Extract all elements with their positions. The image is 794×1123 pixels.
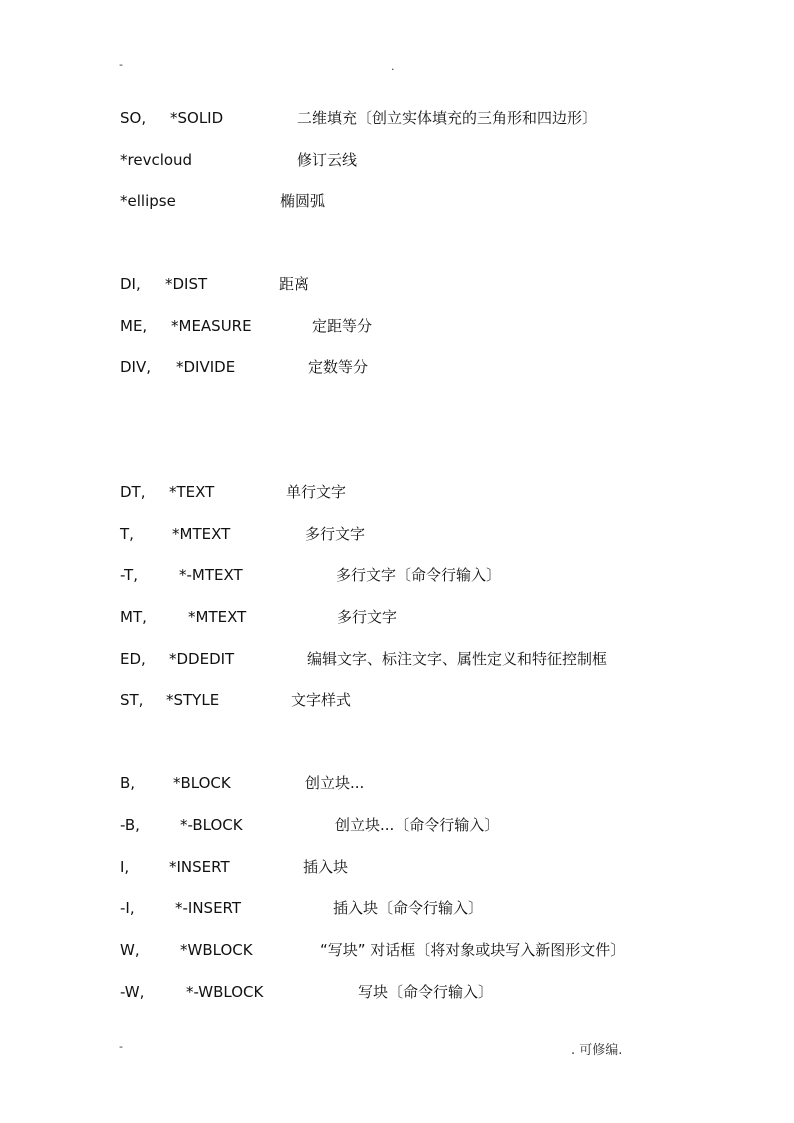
command-row: [0, 938, 794, 962]
command-text: *DDEDIT: [169, 650, 235, 668]
description-text: 创立块...: [305, 774, 365, 792]
command-row: [0, 980, 794, 1004]
description-text: 距离: [279, 275, 310, 293]
alias-text: B,: [120, 774, 136, 792]
command-text: *MTEXT: [188, 608, 247, 626]
header-left-mark: -: [119, 58, 123, 71]
alias-text: -B,: [120, 816, 140, 834]
command-text: *DIVIDE: [176, 358, 236, 376]
alias-text: ST,: [120, 691, 144, 709]
alias-text: -T,: [120, 566, 138, 584]
command-row: [0, 855, 794, 879]
command-row: [0, 106, 794, 130]
description-text: 多行文字: [337, 608, 398, 626]
description-text: 二维填充〔创立实体填充的三角形和四边形〕: [297, 109, 598, 127]
command-row: [0, 896, 794, 920]
description-text: 定数等分: [308, 358, 369, 376]
description-text: 单行文字: [286, 483, 347, 501]
description-text: 编辑文字、标注文字、属性定义和特征控制框: [307, 650, 608, 668]
alias-text: DT,: [120, 483, 146, 501]
alias-text: T,: [120, 525, 134, 543]
header-center-mark: .: [391, 60, 395, 73]
command-row: [0, 480, 794, 504]
description-text: 多行文字: [305, 525, 366, 543]
description-text: 椭圆弧: [280, 192, 326, 210]
description-text: 插入块〔命令行输入〕: [333, 899, 484, 917]
description-text: 写块〔命令行输入〕: [358, 983, 494, 1001]
alias-text: ME,: [120, 317, 148, 335]
alias-text: -W,: [120, 983, 145, 1001]
command-text: *DIST: [165, 275, 208, 293]
description-text: 修订云线: [297, 151, 358, 169]
command-text: *STYLE: [166, 691, 220, 709]
command-text: *INSERT: [169, 858, 230, 876]
command-row: [0, 148, 794, 172]
description-text: 创立块...〔命令行输入〕: [335, 816, 500, 834]
command-row: [0, 563, 794, 587]
command-row: [0, 272, 794, 296]
alias-text: W,: [120, 941, 140, 959]
command-text: *revcloud: [120, 151, 193, 169]
command-text: *-MTEXT: [179, 566, 243, 584]
command-text: *SOLID: [170, 109, 224, 127]
command-text: *TEXT: [169, 483, 215, 501]
alias-text: MT,: [120, 608, 147, 626]
description-text: “写块” 对话框〔将对象或块写入新图形文件〕: [320, 941, 626, 959]
command-row: [0, 771, 794, 795]
alias-text: SO,: [120, 109, 147, 127]
description-text: 文字样式: [291, 691, 352, 709]
footer-note: . 可修编.: [571, 1043, 623, 1058]
description-text: 插入块: [303, 858, 349, 876]
footer-left-mark: -: [119, 1040, 123, 1053]
description-text: 多行文字〔命令行输入〕: [336, 566, 502, 584]
command-row: [0, 688, 794, 712]
command-text: *ellipse: [120, 192, 176, 210]
command-text: *MTEXT: [172, 525, 231, 543]
description-text: 定距等分: [312, 317, 373, 335]
command-row: [0, 189, 794, 213]
alias-text: DI,: [120, 275, 141, 293]
alias-text: I,: [120, 858, 130, 876]
command-row: [0, 605, 794, 629]
alias-text: ED,: [120, 650, 146, 668]
command-text: *-WBLOCK: [186, 983, 264, 1001]
alias-text: -I,: [120, 899, 135, 917]
command-text: *MEASURE: [171, 317, 252, 335]
command-row: [0, 314, 794, 338]
command-text: *BLOCK: [173, 774, 231, 792]
command-row: [0, 647, 794, 671]
command-text: *-BLOCK: [180, 816, 243, 834]
command-row: [0, 522, 794, 546]
command-row: [0, 813, 794, 837]
command-text: *-INSERT: [175, 899, 242, 917]
command-row: [0, 355, 794, 379]
alias-text: DIV,: [120, 358, 152, 376]
command-text: *WBLOCK: [180, 941, 253, 959]
